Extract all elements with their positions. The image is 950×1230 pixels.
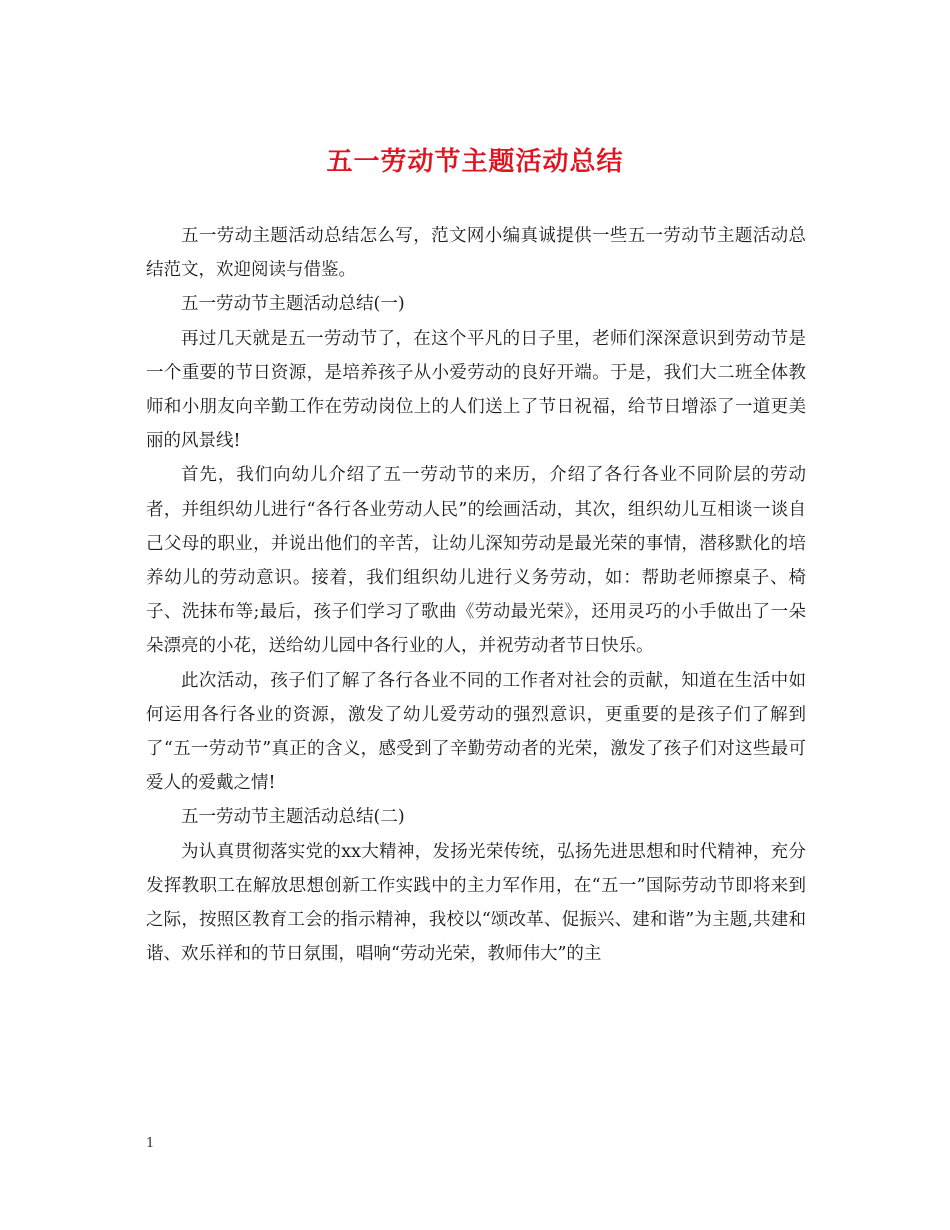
intro-paragraph: 五一劳动主题活动总结怎么写，范文网小编真诚提供一些五一劳动节主题活动总结范文，欢迎阅读与借鉴。 [146,226,806,281]
page-number: 1 [146,1136,155,1151]
body-paragraph: 再过几天就是五一劳动节了，在这个平凡的日子里，老师们深深意识到劳动节是一个重要的节日资源，是培养孩子从小爱劳动的良好开端。于是，我们大二班全体教师和小朋友向辛勤工作在劳动岗位上的人们送上了节日祝福，给节日增添了一道更美丽的风景线! [146,328,806,452]
section-heading-2: 五一劳动节主题活动总结(二) [181,807,405,828]
body-paragraph: 为认真贯彻落实党的xx大精神，发扬光荣传统，弘扬先进思想和时代精神，充分发挥教职工在解放思想创新工作实践中的主力军作用，在“五一”国际劳动节即将来到之际，按照区教育工会的指示精神，我校以“颂改革、促振兴、建和谐”为主题,共建和谐、欢乐祥和的节日氛围，唱响“劳动光荣，教师伟大”的主 [146,841,806,965]
body-paragraph: 首先，我们向幼儿介绍了五一劳动节的来历，介绍了各行各业不同阶层的劳动者，并组织幼儿进行“各行各业劳动人民”的绘画活动，其次，组织幼儿互相谈一谈自己父母的职业，并说出他们的辛苦，让幼儿深知劳动是最光荣的事情，潜移默化的培养幼儿的劳动意识。接着，我们组织幼儿进行义务劳动，如：帮助老师擦桌子、椅子、洗抹布等;最后，孩子们学习了歌曲《劳动最光荣》，还用灵巧的小手做出了一朵朵漂亮的小花，送给幼儿园中各行业的人，并祝劳动者节日快乐。 [146,465,806,657]
section-heading-1: 五一劳动节主题活动总结(一) [181,294,405,315]
document-title: 五一劳动节主题活动总结 [326,147,624,177]
body-paragraph: 此次活动，孩子们了解了各行各业不同的工作者对社会的贡献，知道在生活中如何运用各行各业的资源，激发了幼儿爱劳动的强烈意识，更重要的是孩子们了解到了“五一劳动节”真正的含义，感受到了辛勤劳动者的光荣，激发了孩子们对这些最可爱人的爱戴之情! [146,670,806,794]
document-body [146,219,806,971]
